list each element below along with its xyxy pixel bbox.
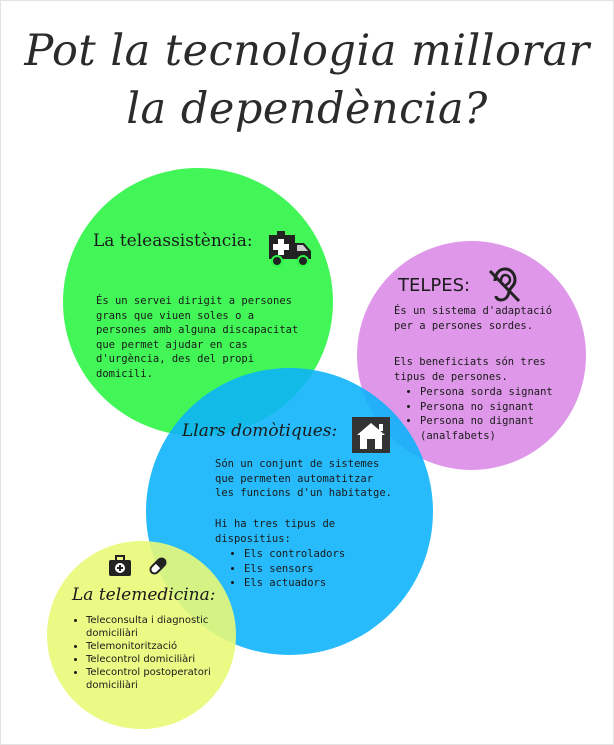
- hearing-impaired-icon: [486, 265, 522, 305]
- telemedicina-heading: La telemedicina:: [72, 585, 216, 605]
- list-item: • Telecontrol domiciliàri: [86, 653, 246, 666]
- telpes-text-2: Els beneficiats són tres tipus de persones.: [394, 356, 546, 383]
- telpes-text-1: És un sistema d'adaptació per a persones sordes.: [394, 305, 553, 332]
- llars-heading: Llars domòtiques:: [182, 421, 338, 441]
- teleassistencia-heading: La teleassistència:: [93, 231, 253, 251]
- pill-icon: [148, 556, 168, 576]
- house-icon: [350, 415, 392, 455]
- telpes-list: [402, 385, 580, 443]
- list-item: • Els actuadors: [244, 576, 394, 591]
- list-item: • Telecontrol postoperatori domiciliàri: [86, 666, 246, 692]
- list-item: • Persona no dignant (analfabets): [420, 414, 580, 443]
- list-item: • Els sensors: [244, 562, 394, 577]
- llars-text-1: Són un conjunt de sistemes que permeten automatitzar les funcions d'un habitatge.: [215, 458, 393, 499]
- list-item: • Telemonitorització: [86, 640, 246, 653]
- medical-kit-icon: [108, 555, 132, 577]
- list-item: • Persona sorda signant: [420, 385, 580, 400]
- list-item: • Persona no signant: [420, 400, 580, 415]
- telpes-heading: TELPES:: [398, 275, 471, 296]
- page-title: Pot la tecnologia millorar la dependència?: [24, 26, 590, 134]
- teleassistencia-text: És un servei dirigit a persones grans que viuen soles o a persones amb alguna discapacitat que permet ajudar en cas d'urgència, des del propi domicili.: [96, 295, 299, 380]
- ambulance-icon: [267, 227, 313, 269]
- list-item: • Els controladors: [244, 547, 394, 562]
- llars-list: [226, 547, 394, 591]
- list-item: • Teleconsulta i diagnostic domiciliàri: [86, 614, 246, 640]
- telemedicina-list: [68, 614, 246, 692]
- llars-text-2: Hi ha tres tipus de dispositius:: [215, 518, 336, 545]
